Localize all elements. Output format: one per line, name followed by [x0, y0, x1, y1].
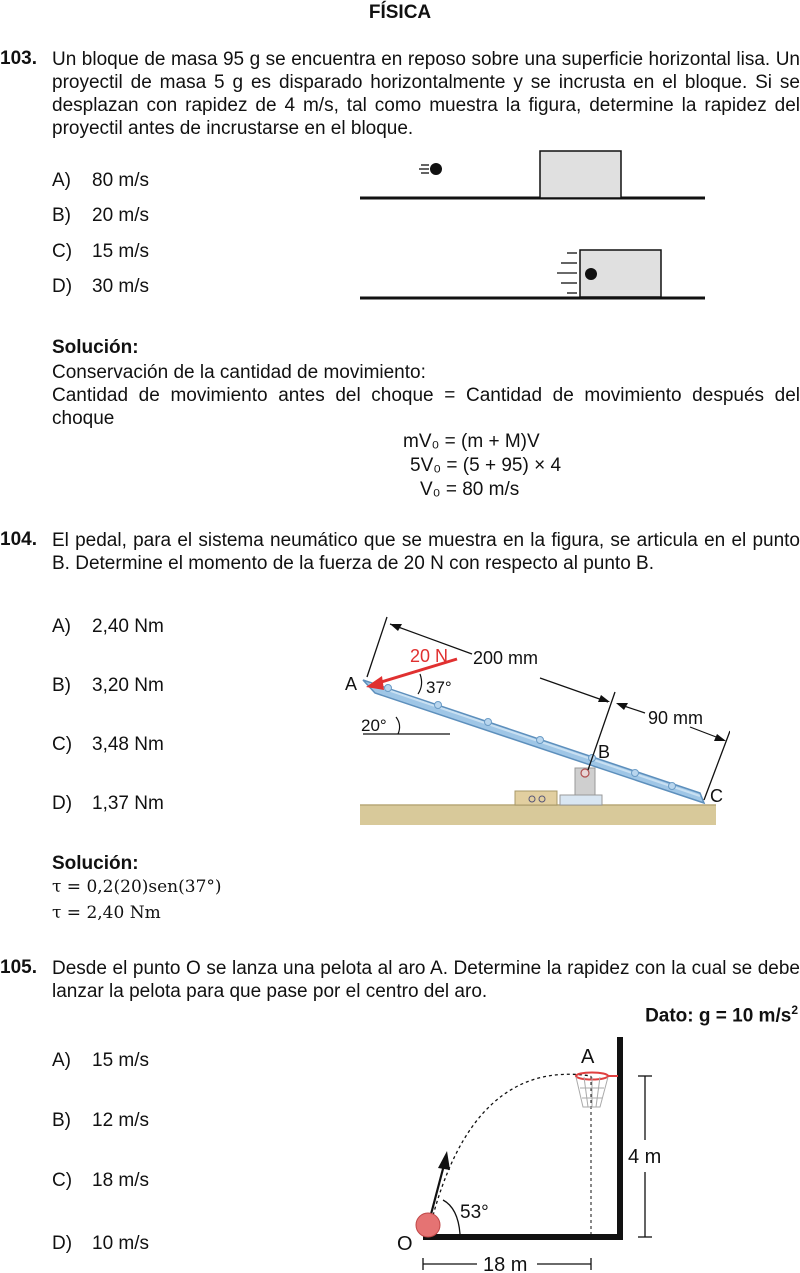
question-105-number: 105. — [0, 957, 37, 978]
option-text: 3,48 Nm — [92, 734, 164, 755]
option-text: 80 m/s — [92, 170, 150, 191]
q105-option-d[interactable] — [52, 1233, 149, 1255]
ball — [416, 1213, 440, 1237]
q103-option-d[interactable] — [52, 276, 149, 298]
projectile — [430, 163, 442, 175]
option-letter: B) — [52, 205, 71, 226]
point-c-label: C — [710, 786, 723, 806]
motion-lines-icon — [557, 253, 577, 293]
option-letter: D) — [52, 793, 73, 814]
q104-equation-2: τ = 2,40 Nm — [52, 903, 161, 923]
question-105-statement: Desde el punto O se lanza una pelota al aro A. Determine la rapidez con la cual se debe lanzar la pelota para que pase por el centro del aro. — [52, 958, 800, 1002]
given-data-text: Dato: g = 10 m/s — [645, 1005, 792, 1027]
option-text: 3,20 Nm — [92, 675, 164, 696]
block-before — [540, 151, 621, 198]
velocity-arrow — [430, 1165, 444, 1218]
q104-solution-heading: Solución: — [52, 853, 139, 874]
q104-option-d[interactable] — [52, 793, 164, 815]
given-data — [645, 1003, 798, 1027]
option-letter: A) — [52, 170, 71, 191]
question-103-statement: Un bloque de masa 95 g se encuentra en reposo sobre una superficie horizontal lisa. Un proyectil de masa 5 g es disparado horizontalmente y se incrusta en el bloque. Si se desplazan con rapidez de 4 m/s, tal como muestra la figura, determine la rapidez del proyectil antes de incrustarse en el bloque. — [52, 49, 800, 139]
option-letter: C) — [52, 241, 73, 262]
point-a-label: A — [581, 1046, 595, 1068]
q103-solution-line-2: Cantidad de movimiento antes del choque = Cantidad de movimiento después del choque — [52, 385, 800, 429]
trajectory — [430, 1074, 591, 1227]
height-label: 4 m — [628, 1146, 662, 1168]
point-b-label: B — [598, 742, 611, 762]
option-text: 15 m/s — [92, 241, 150, 262]
option-letter: C) — [52, 734, 73, 755]
q104-equation-1: τ = 0,2(20)sen(37°) — [52, 877, 222, 897]
pivot-b — [581, 769, 589, 777]
pedal-mount — [515, 791, 557, 805]
option-text: 1,37 Nm — [92, 793, 164, 814]
option-text: 30 m/s — [92, 276, 150, 297]
floor-base — [360, 805, 716, 825]
option-text: 12 m/s — [92, 1110, 150, 1131]
embedded-projectile — [585, 268, 597, 280]
q103-option-c[interactable] — [52, 241, 149, 263]
option-letter: A) — [52, 616, 71, 637]
q103-solution-line-1: Conservación de la cantidad de movimiento: — [52, 362, 426, 383]
speed-lines-icon — [419, 165, 429, 173]
option-letter: A) — [52, 1050, 71, 1071]
option-text: 20 m/s — [92, 205, 150, 226]
force-angle-label: 37° — [426, 678, 452, 697]
q105-option-b[interactable] — [52, 1110, 149, 1132]
option-letter: D) — [52, 1233, 73, 1254]
q103-solution-heading: Solución: — [52, 337, 139, 358]
q103-option-b[interactable] — [52, 205, 149, 227]
point-a-label: A — [345, 674, 358, 694]
option-letter: D) — [52, 276, 73, 297]
given-data-exponent: 2 — [791, 1003, 798, 1017]
hoop-net — [576, 1077, 608, 1107]
question-104-number: 104. — [0, 529, 37, 550]
q105-option-c[interactable] — [52, 1170, 149, 1192]
launch-angle-label: 53° — [460, 1202, 489, 1223]
option-letter: B) — [52, 1110, 71, 1131]
pedal-angle-label: 20° — [361, 716, 387, 735]
option-text: 10 m/s — [92, 1233, 150, 1254]
question-104-statement: El pedal, para el sistema neumático que se muestra en la figura, se articula en el punto B. Determine el momento de la fuerza de 20 N con respecto al punto B. — [52, 530, 800, 574]
distance-label: 18 m — [483, 1254, 528, 1273]
option-letter: B) — [52, 675, 71, 696]
collision-figure — [355, 145, 710, 305]
point-o-label: O — [397, 1233, 413, 1255]
option-letter: C) — [52, 1170, 73, 1191]
q104-option-a[interactable] — [52, 616, 164, 638]
q105-option-a[interactable] — [52, 1050, 149, 1072]
q103-equation-1: mV₀ = (m + M)V — [403, 431, 540, 452]
option-text: 18 m/s — [92, 1170, 150, 1191]
length-ab-label: 200 mm — [473, 648, 539, 668]
force-label: 20 N — [410, 646, 449, 666]
q103-equation-2: 5V₀ = (5 + 95) × 4 — [410, 455, 562, 476]
q103-option-a[interactable] — [52, 170, 149, 192]
q103-equation-3: V₀ = 80 m/s — [420, 479, 520, 500]
q104-option-b[interactable] — [52, 675, 164, 697]
option-text: 15 m/s — [92, 1050, 150, 1071]
question-103-number: 103. — [0, 48, 37, 69]
length-bc-label: 90 mm — [648, 708, 704, 728]
q104-option-c[interactable] — [52, 734, 164, 756]
basketball-figure — [390, 1030, 690, 1273]
option-text: 2,40 Nm — [92, 616, 164, 637]
page-title: FÍSICA — [368, 2, 432, 23]
pedal-figure — [330, 605, 730, 830]
